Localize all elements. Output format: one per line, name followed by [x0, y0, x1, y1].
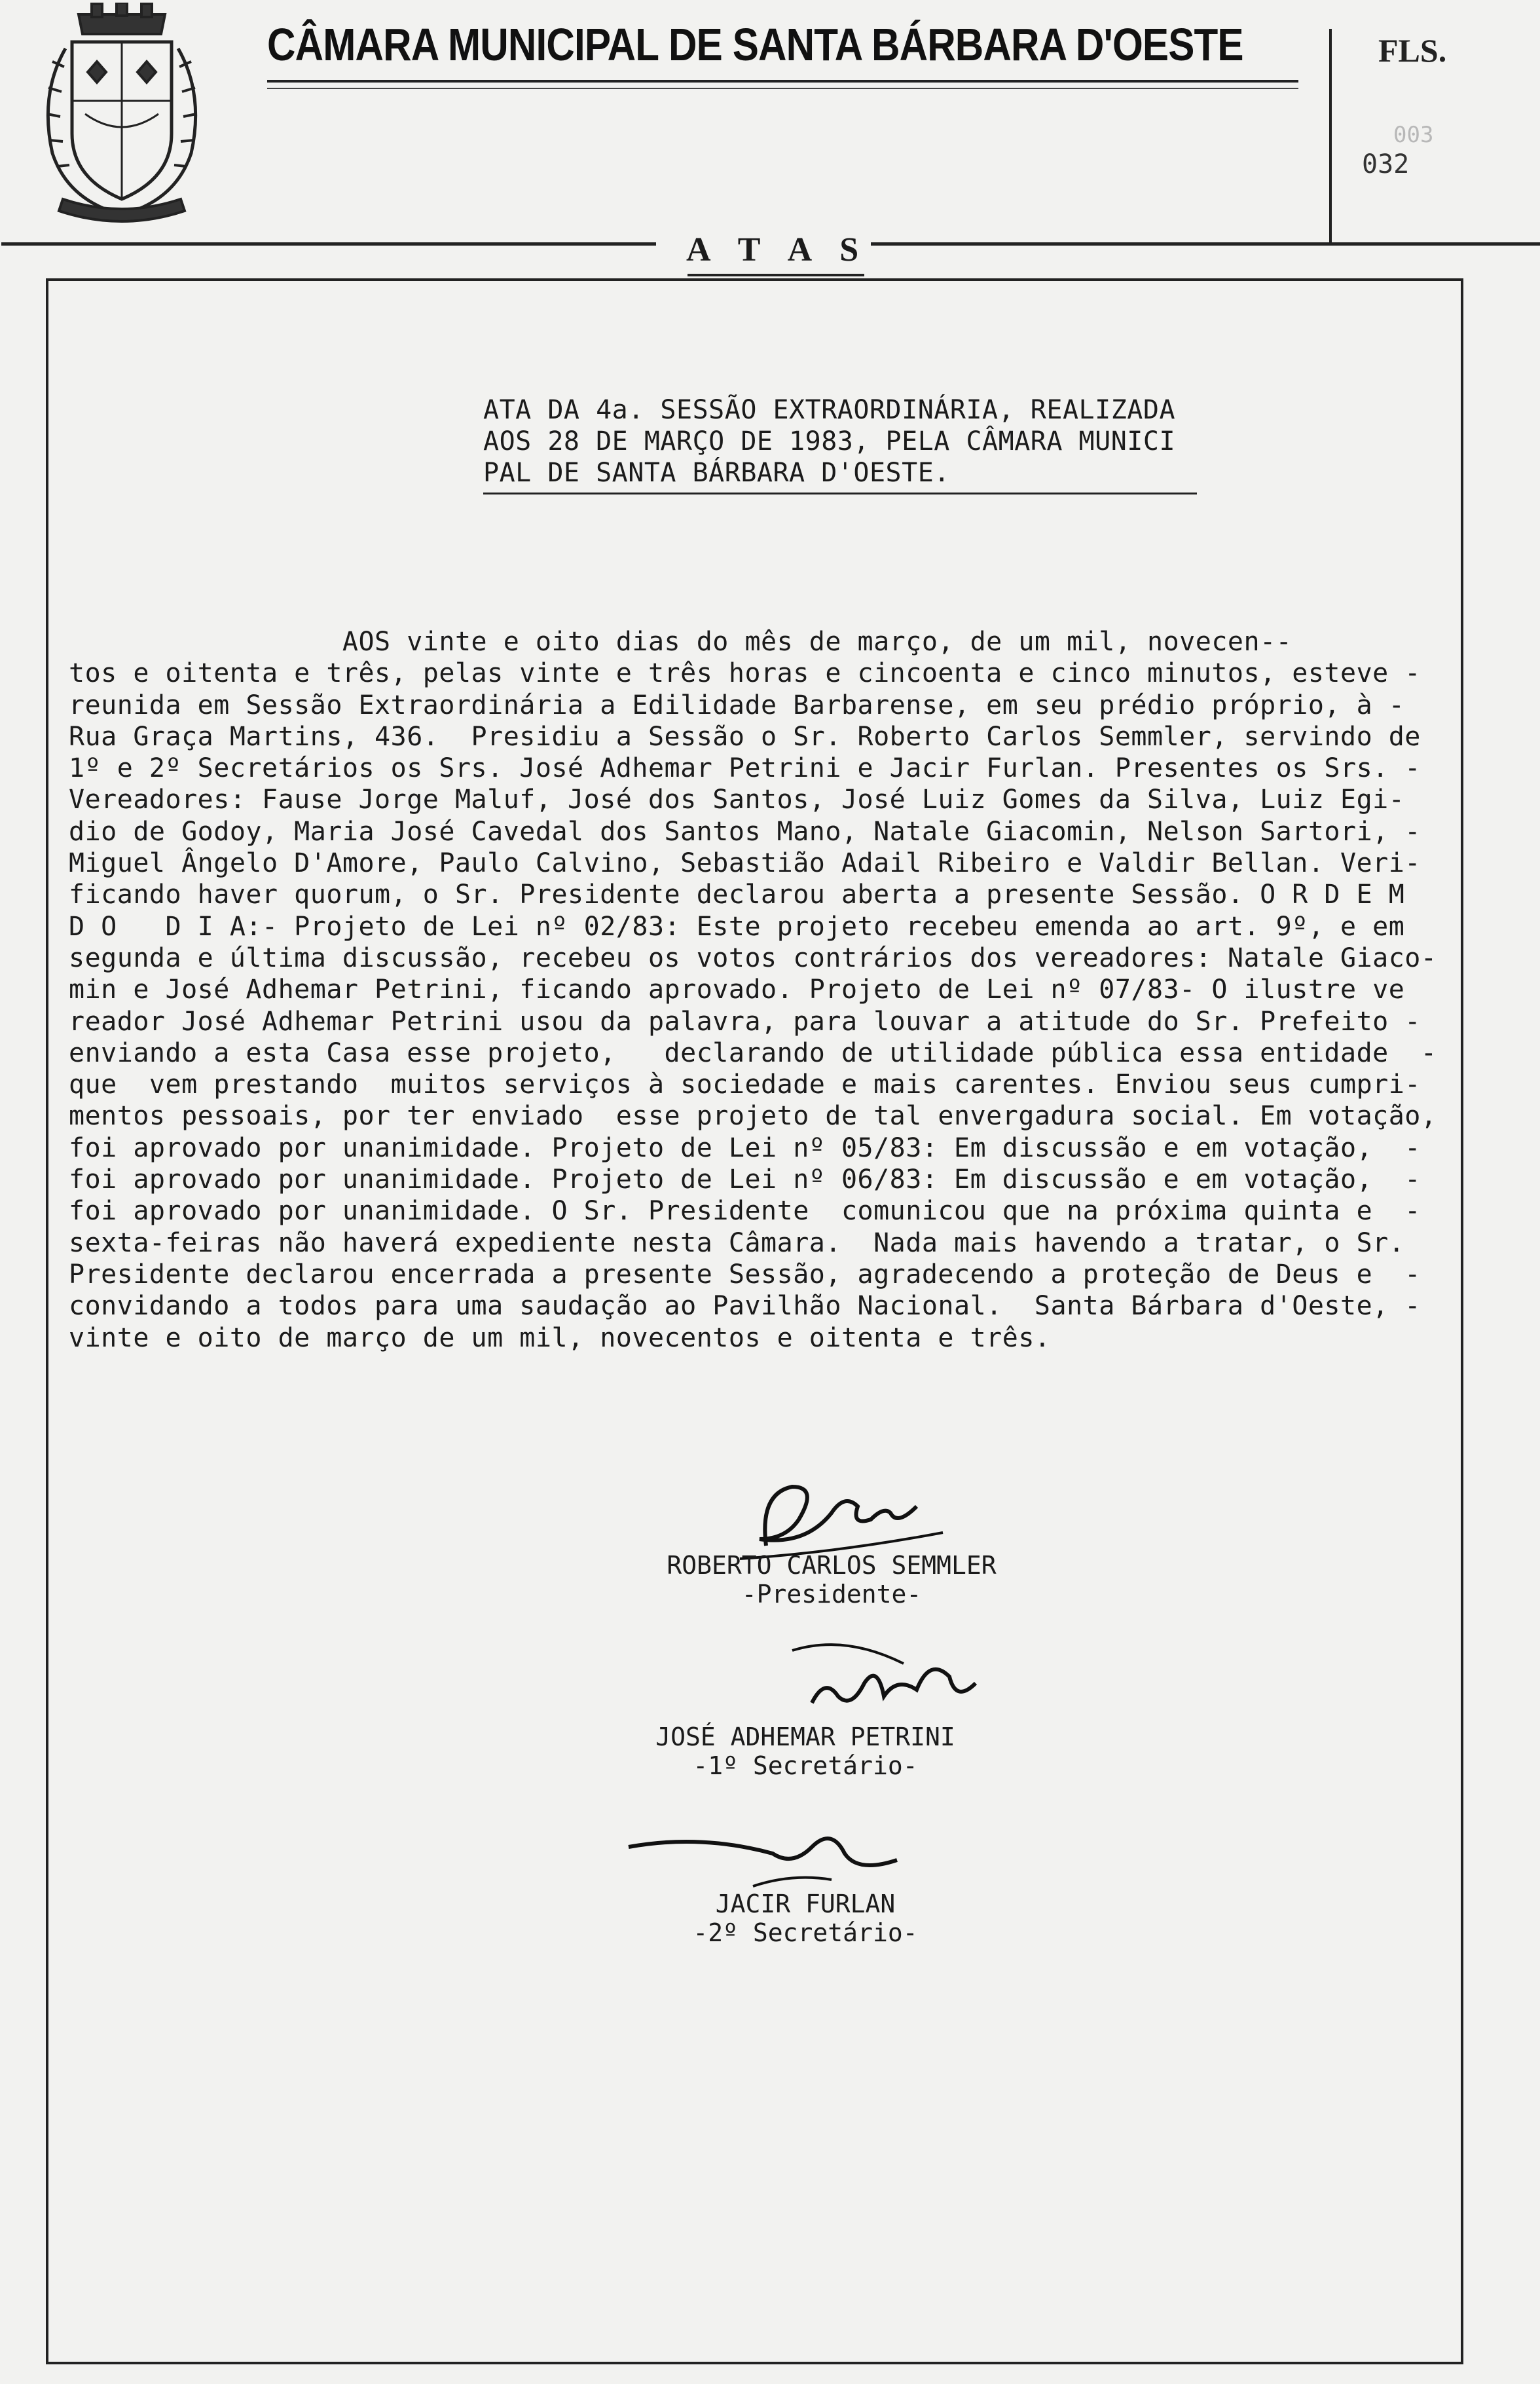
body-line: vinte e oito de março de um mil, novecentos e oitenta e três.	[69, 1322, 1051, 1353]
section-heading-underline	[688, 274, 864, 276]
body-line: Presidente declarou encerrada a presente Sessão, agradecendo a proteção de Deus e -	[69, 1259, 1421, 1290]
body-line: Vereadores: Fause Jorge Maluf, José dos Santos, José Luiz Gomes da Silva, Luiz Egi-	[69, 785, 1405, 815]
frame-top-left-line	[1, 242, 656, 246]
signer-name: JACIR FURLAN	[715, 1890, 896, 1918]
body-line: AOS vinte e oito dias do mês de março, de um mil, novecen--	[69, 627, 1292, 657]
signer-role: -2º Secretário-	[693, 1918, 918, 1947]
header-divider	[1329, 29, 1332, 244]
body-line: Rua Graça Martins, 436. Presidiu a Sessão o Sr. Roberto Carlos Semmler, servindo de	[69, 721, 1421, 752]
body-line: D O D I A:- Projeto de Lei nº 02/83: Este projeto recebeu emenda ao art. 9º, e em	[69, 911, 1405, 942]
second-secretary-signature	[622, 1808, 923, 1899]
body-line: foi aprovado por unanimidade. Projeto de Lei nº 05/83: Em discussão e em votação, -	[69, 1132, 1421, 1163]
signature-block-second-secretary	[635, 1890, 976, 1947]
body-line: convidando a todos para uma saudação ao Pavilhão Nacional. Santa Bárbara d'Oeste, -	[69, 1291, 1421, 1322]
signer-name: ROBERTO CARLOS SEMMLER	[667, 1551, 997, 1580]
signer-role: -Presidente-	[741, 1580, 922, 1609]
body-line: Miguel Ângelo D'Amore, Paulo Calvino, Sebastião Adail Ribeiro e Valdir Bellan. Veri-	[69, 848, 1421, 879]
first-secretary-signature	[786, 1637, 995, 1729]
frame-top-right-line	[871, 242, 1540, 246]
header-rule-thin	[267, 88, 1298, 89]
fls-label: FLS.	[1378, 32, 1447, 69]
body-line: sexta-feiras não haverá expediente nesta Câmara. Nada mais havendo a tratar, o Sr.	[69, 1227, 1405, 1258]
faint-stamp-number: 003	[1393, 122, 1434, 148]
body-line: ficando haver quorum, o Sr. Presidente declarou aberta a presente Sessão. O R D E M	[69, 880, 1405, 910]
body-line: reador José Adhemar Petrini usou da palavra, para louvar a atitude do Sr. Prefeito -	[69, 1006, 1421, 1037]
minutes-body	[69, 626, 1463, 1354]
ata-title	[483, 394, 1175, 489]
ata-title-underline	[483, 493, 1197, 494]
signer-role: -1º Secretário-	[693, 1751, 918, 1780]
ata-title-line: PAL DE SANTA BÁRBARA D'OESTE.	[483, 458, 950, 488]
ata-title-line: ATA DA 4a. SESSÃO EXTRAORDINÁRIA, REALIZADA	[483, 395, 1176, 425]
body-line: 1º e 2º Secretários os Srs. José Adhemar Petrini e Jacir Furlan. Presentes os Srs. -	[69, 753, 1421, 784]
body-line: foi aprovado por unanimidade. Projeto de Lei nº 06/83: Em discussão e em votação, -	[69, 1164, 1421, 1195]
signature-block-first-secretary	[635, 1723, 976, 1780]
body-line: mentos pessoais, por ter enviado esse projeto de tal envergadura social. Em votação,	[69, 1101, 1437, 1132]
header-title: CÂMARA MUNICIPAL DE SANTA BÁRBARA D'OESTE	[267, 19, 1243, 70]
ata-title-line: AOS 28 DE MARÇO DE 1983, PELA CÂMARA MUNICI	[483, 426, 1176, 456]
body-line: min e José Adhemar Petrini, ficando aprovado. Projeto de Lei nº 07/83- O ilustre ve	[69, 975, 1405, 1005]
page-number: 032	[1362, 149, 1410, 179]
signer-name: JOSÉ ADHEMAR PETRINI	[655, 1723, 955, 1751]
body-line: que vem prestando muitos serviços à sociedade e mais carentes. Enviou seus cumpri-	[69, 1070, 1421, 1100]
header-rule	[267, 80, 1298, 83]
section-heading: A T A S	[686, 231, 870, 269]
body-line: reunida em Sessão Extraordinária a Edilidade Barbarense, em seu prédio próprio, à -	[69, 690, 1405, 720]
body-line: foi aprovado por unanimidade. O Sr. Presidente comunicou que na próxima quinta e -	[69, 1196, 1421, 1227]
body-line: tos e oitenta e três, pelas vinte e três horas e cincoenta e cinco minutos, esteve -	[69, 658, 1421, 689]
body-line: segunda e última discussão, recebeu os votos contrários dos vereadores: Natale Giaco-	[69, 942, 1437, 973]
municipal-crest-logo	[26, 3, 217, 232]
body-line: enviando a esta Casa esse projeto, declarando de utilidade pública essa entidade -	[69, 1037, 1437, 1068]
signature-block-president	[661, 1551, 1002, 1609]
body-line: dio de Godoy, Maria José Cavedal dos Santos Mano, Natale Giacomin, Nelson Sartori, -	[69, 816, 1421, 847]
